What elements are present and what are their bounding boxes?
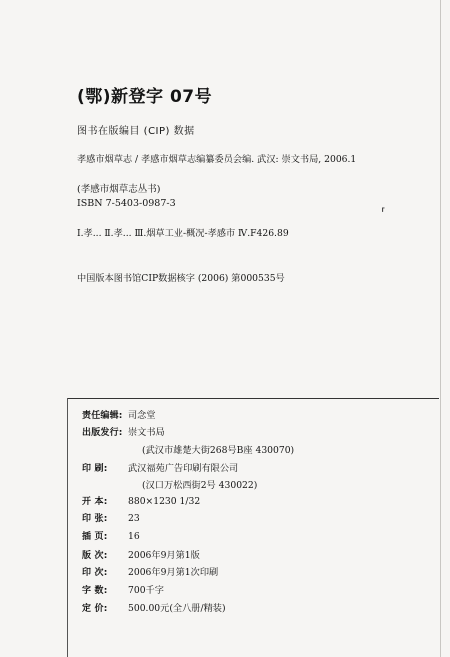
colophon-row-price — [82, 600, 226, 614]
colophon-label: 定 价: — [82, 604, 108, 614]
colophon-value: 16 — [128, 531, 140, 542]
colophon-value: 2006年9月第1版 — [128, 550, 200, 561]
colophon-value: 23 — [128, 513, 140, 524]
printer-address: (汉口万松西街2号 430022) — [142, 480, 258, 491]
colophon-value: 武汉福苑广告印刷有限公司 — [128, 463, 239, 474]
colophon-label: 印 张: — [82, 514, 108, 524]
colophon-label: 责任编辑: — [82, 411, 123, 421]
colophon-row-publisher — [82, 424, 165, 438]
cip-heading: 图书在版编目 (CIP) 数据 — [77, 126, 195, 137]
colophon-row-sheets — [82, 511, 140, 524]
colophon-top-rule — [67, 398, 439, 399]
colophon-left-rule — [67, 398, 68, 657]
colophon-label: 出版发行: — [82, 428, 123, 438]
colophon-row-inserts — [82, 529, 140, 542]
scan-mark: ⸢ — [381, 206, 386, 220]
colophon-value: 2006年9月第1次印刷 — [128, 567, 219, 578]
colophon-value: 崇文书局 — [128, 427, 165, 438]
author-publisher-line: 孝感市烟草志 / 孝感市烟草志编纂委员会编. 武汉: 崇文书局, 2006.1 — [77, 154, 357, 165]
colophon-value: 500.00元(全八册/精装) — [128, 603, 226, 614]
colophon-row-wordcount — [82, 582, 164, 596]
publisher-address: (武汉市雄楚大街268号B座 430070) — [142, 445, 295, 456]
cip-number-line: 中国版本图书馆CIP数据核字 (2006) 第000535号 — [77, 273, 285, 284]
isbn-line: ISBN 7-5403-0987-3 — [77, 198, 176, 209]
series-line: (孝感市烟草志丛书) — [77, 184, 161, 195]
colophon-row-printer — [82, 460, 238, 474]
colophon-label: 字 数: — [82, 586, 108, 596]
colophon-label: 版 次: — [82, 551, 108, 561]
colophon-label: 印 刷: — [82, 464, 108, 474]
colophon-row-format — [82, 494, 200, 507]
registration-number: (鄂)新登字 07号 — [77, 87, 213, 107]
colophon-label: 开 本: — [82, 497, 108, 507]
colophon-label: 印 次: — [82, 568, 108, 578]
page-edge-line — [440, 0, 441, 657]
colophon-value: 司念堂 — [128, 410, 156, 421]
classification-line: Ⅰ.孝... Ⅱ.孝... Ⅲ.烟草工业-概况-孝感市 Ⅳ.F426.89 — [77, 228, 289, 239]
colophon-row-editor — [82, 407, 156, 421]
colophon-row-edition — [82, 547, 200, 561]
colophon-label: 插 页: — [82, 532, 108, 542]
colophon-row-printing — [82, 564, 218, 578]
colophon-value: 880×1230 1/32 — [128, 496, 201, 507]
colophon-value: 700千字 — [128, 585, 164, 596]
